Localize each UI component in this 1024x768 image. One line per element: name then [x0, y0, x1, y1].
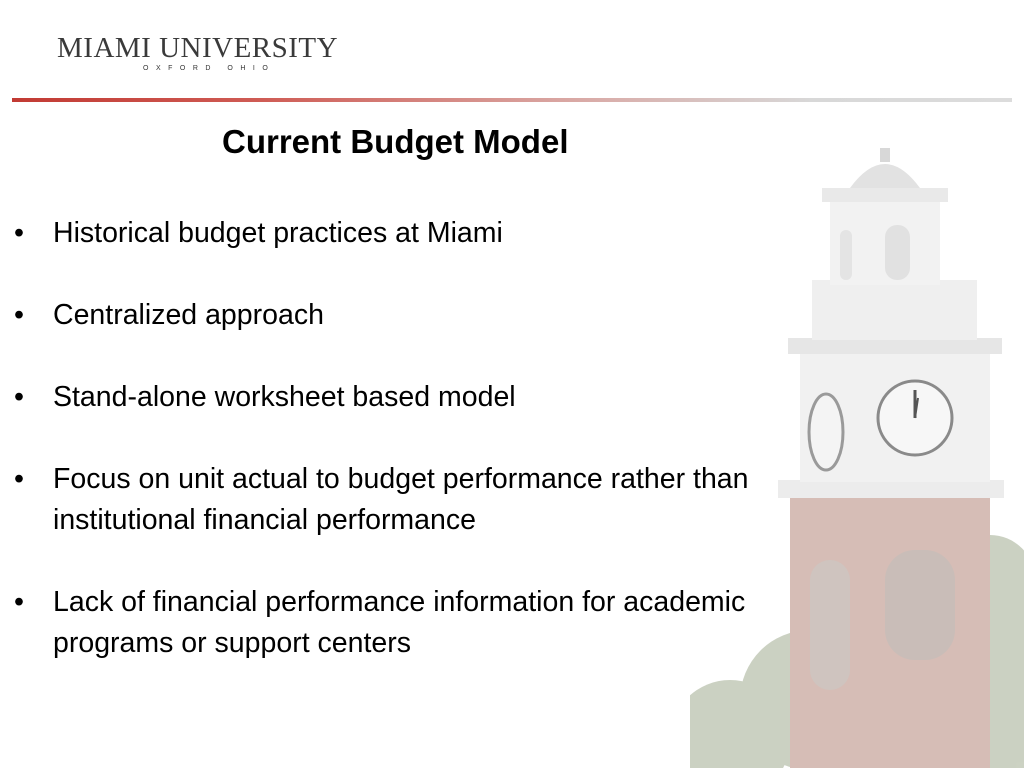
bullet-item — [14, 459, 834, 541]
bullet-marker: • — [14, 463, 24, 495]
slide-title: Current Budget Model — [222, 123, 569, 160]
miami-university-logo — [57, 33, 338, 72]
logo-location: OXFORD OHIO — [143, 65, 276, 72]
header-divider — [12, 98, 1012, 102]
bullet-marker: • — [14, 586, 24, 618]
bullet-item — [14, 582, 834, 664]
logo-wordmark: MIAMI UNIVERSITY — [57, 32, 339, 64]
bullet-marker: • — [14, 217, 24, 249]
bullet-marker: • — [14, 299, 24, 331]
bullet-item — [14, 295, 834, 336]
bullet-text: Focus on unit actual to budget performance rather than institutional financial performance — [53, 463, 749, 536]
bullet-text: Historical budget practices at Miami — [53, 217, 503, 249]
bullet-marker: • — [14, 381, 24, 413]
bullet-item — [14, 377, 834, 418]
bullet-text: Lack of financial performance information for academic programs or support centers — [53, 586, 746, 659]
bullet-text: Centralized approach — [53, 299, 324, 331]
bullet-text: Stand-alone worksheet based model — [53, 381, 516, 413]
bullet-item — [14, 213, 834, 254]
bullet-list — [14, 213, 834, 705]
